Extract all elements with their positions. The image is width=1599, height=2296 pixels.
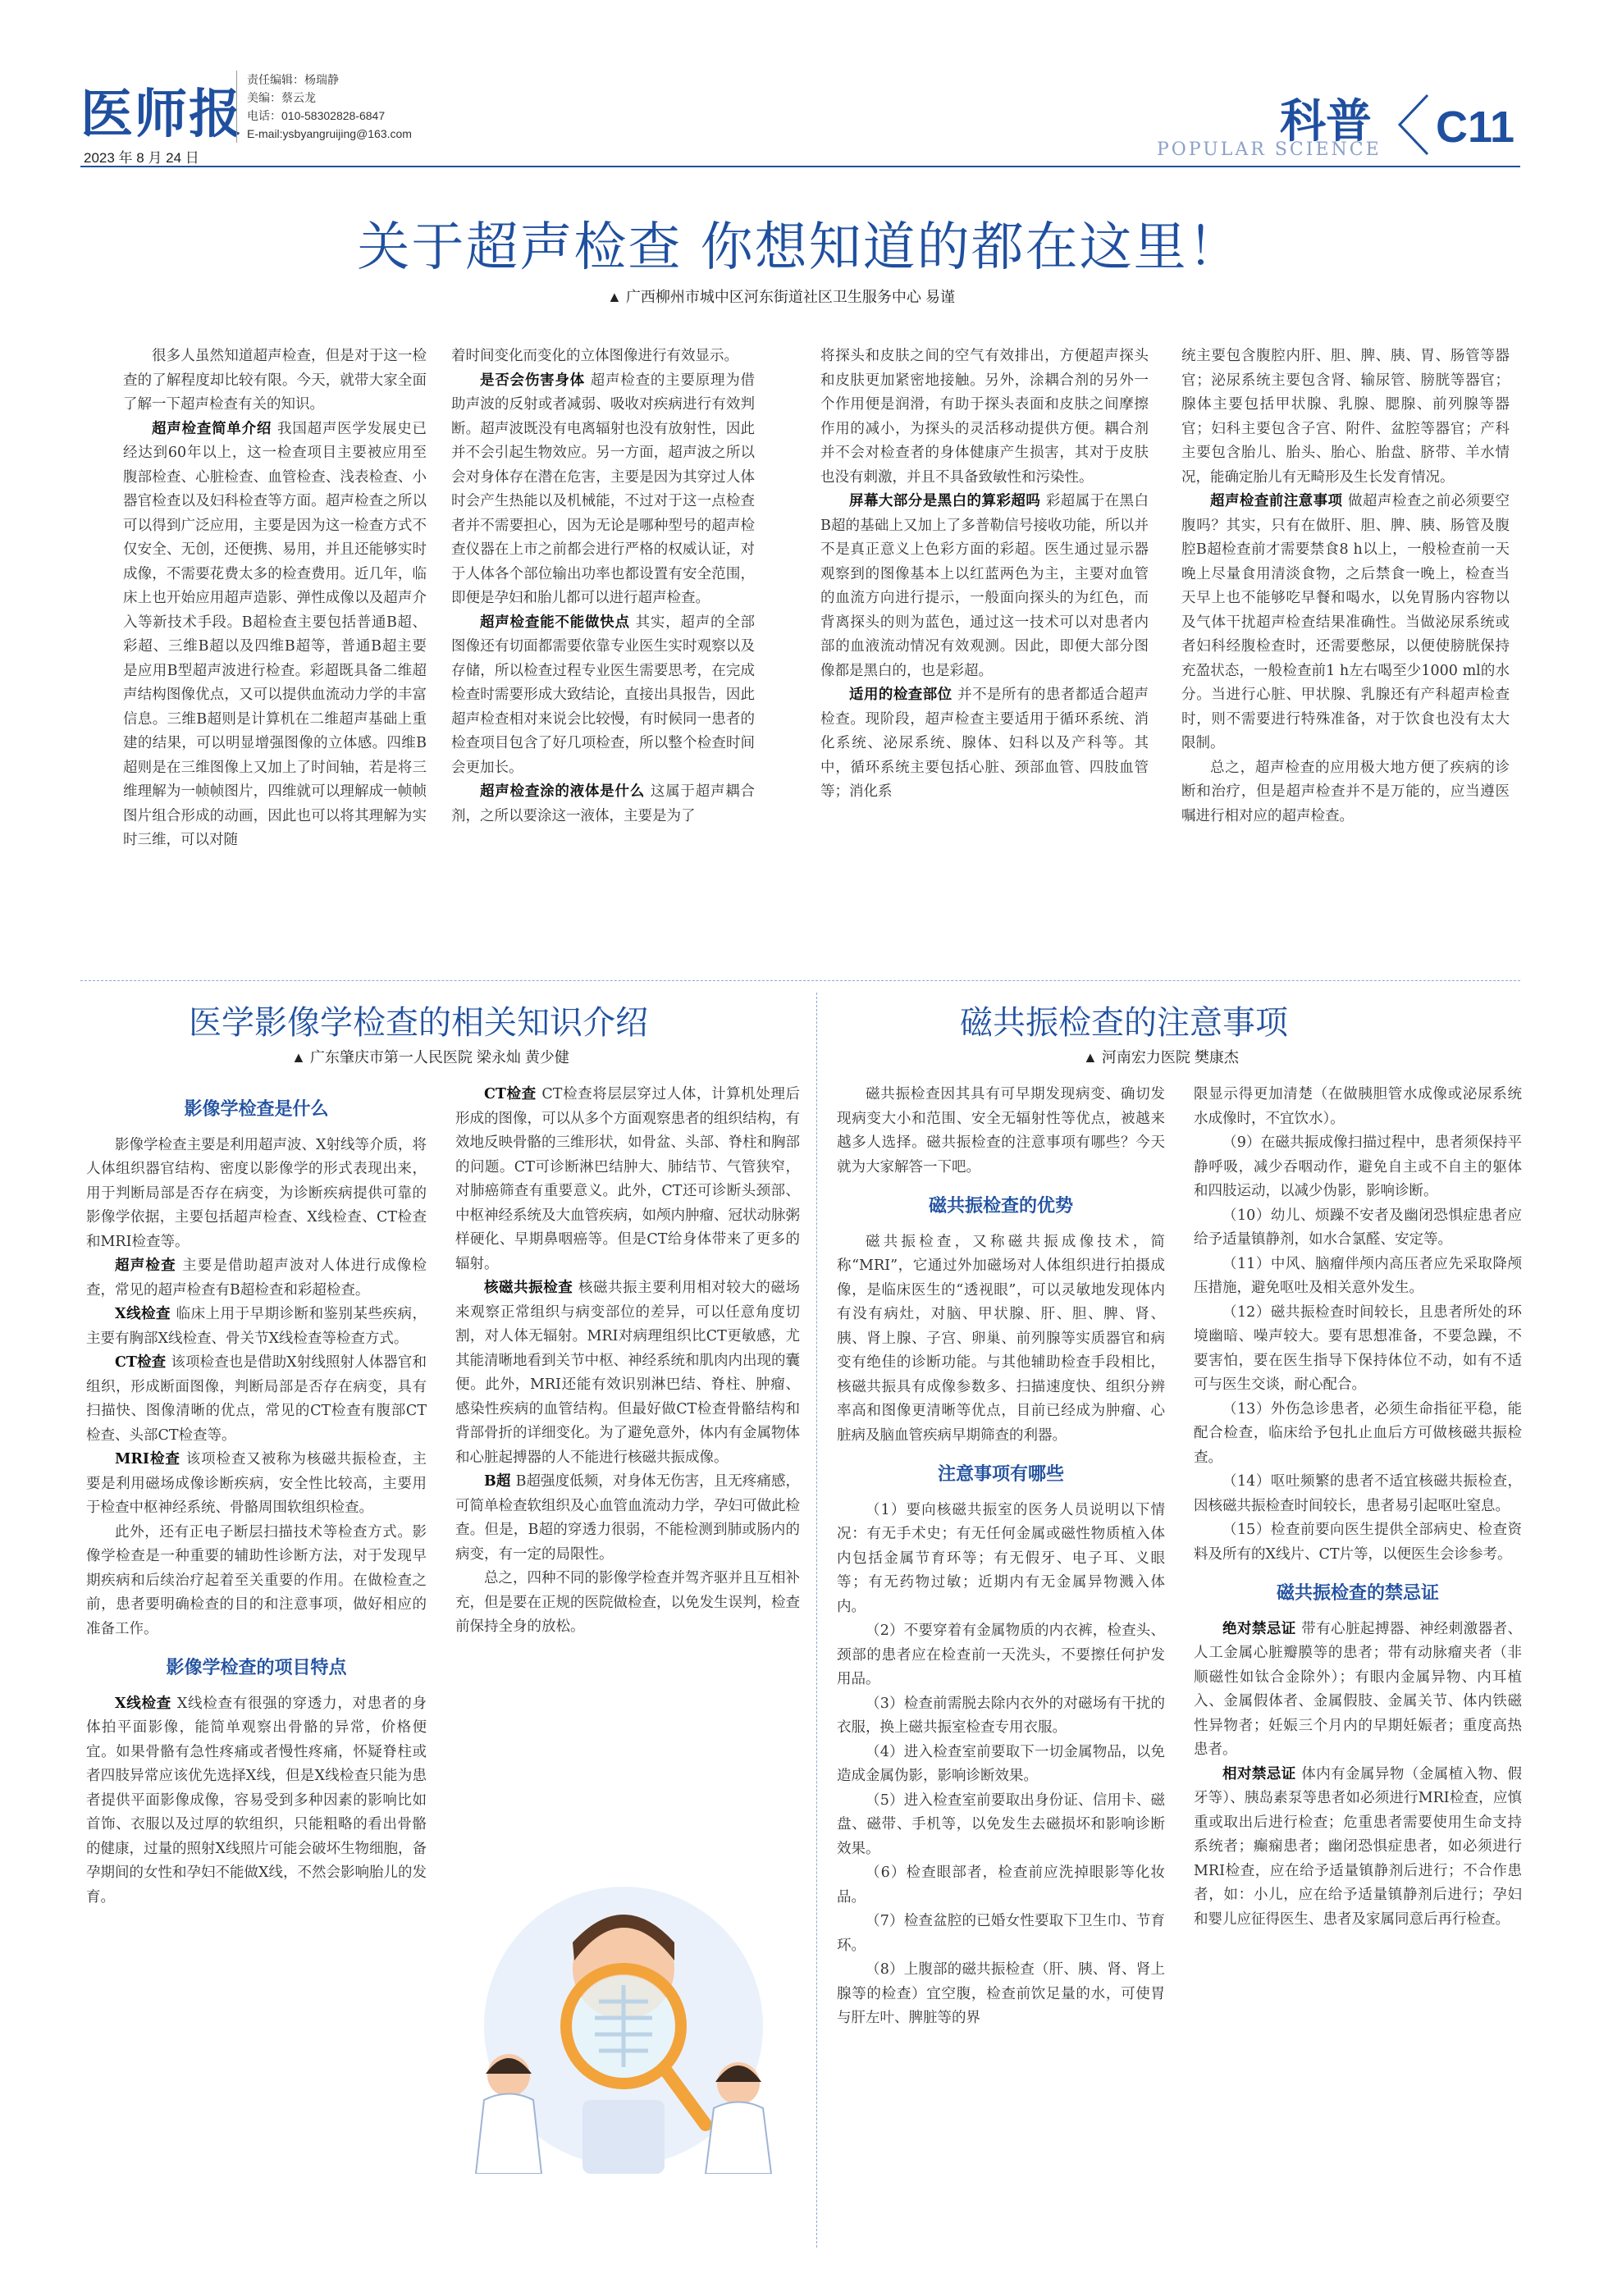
inline-heading: X线检查 [115, 1306, 176, 1322]
paragraph [820, 490, 1149, 683]
paragraph-text: 临床上用于早期诊断和鉴别某些疾病，主要有胸部X线检查、骨关节X线检查等检查方式。 [86, 1306, 427, 1347]
paragraph-text: （2）不要穿着有金属物质的内衣裤，检查头、颈部的患者应在检查前一天洗头，不要擦任何护发用品。 [837, 1623, 1165, 1687]
paragraph [837, 1741, 1165, 1789]
inline-heading: 超声检查前注意事项 [1210, 493, 1349, 509]
issue-date: 2023 年 8 月 24 日 [84, 150, 199, 166]
paragraph-text: 很多人虽然知道超声检查，但是对于这一检查的了解程度却比较有限。今天，就带大家全面了解一下超声检查有关的知识。 [123, 348, 427, 413]
paragraph-text: 主要是借助超声波对人体进行成像检查，常见的超声检查有B超检查和彩超检查。 [86, 1258, 427, 1299]
header-rule [80, 166, 1520, 167]
paragraph [451, 611, 755, 781]
paragraph-text: 限显示得更加清楚（在做胰胆管水成像或泌尿系统水成像时，不宜饮水）。 [1194, 1086, 1522, 1127]
paragraph [86, 1351, 427, 1448]
article1-title: 关于超声检查 你想知道的都在这里！ [357, 217, 1242, 278]
section-name-en: POPULAR SCIENCE [1157, 139, 1382, 160]
inline-heading: 相对禁忌证 [1222, 1765, 1302, 1782]
paragraph-text: 该项检查又被称为核磁共振检查，主要是利用磁场成像诊断疾病，安全性比较高，主要用于检查中枢神经系统、骨骼周围软组织检查。 [86, 1451, 427, 1516]
inline-heading: 适用的检查部位 [849, 687, 958, 703]
paragraph [455, 1083, 800, 1276]
article1-byline: ▲ 广西柳州市城中区河东街道社区卫生服务中心 易谨 [607, 289, 955, 305]
inline-heading: 是否会伤害身体 [480, 372, 591, 389]
paragraph-text: （10）幼儿、烦躁不安者及幽闭恐惧症患者应给予适量镇静剂，如水合氯醛、安定等。 [1194, 1207, 1522, 1248]
article2-column-1 [86, 1083, 427, 1910]
page-number: C11 [1436, 103, 1515, 152]
article2-byline: ▲ 广东肇庆市第一人民医院 梁永灿 黄少健 [291, 1049, 569, 1066]
article1-column-4 [1181, 345, 1510, 828]
inline-heading: MRI检查 [115, 1451, 186, 1468]
inline-heading: 核磁共振检查 [484, 1280, 578, 1296]
paragraph-text: 此外，还有正电子断层扫描技术等检查方式。影像学检查是一种重要的辅助性诊断方法，对于发现早期疾病和后续治疗起着至关重要的作用。在做检查之前，患者要明确检查的目的和注意事项，做好相应的准备工作。 [86, 1523, 427, 1637]
paragraph-text: X线检查有很强的穿透力，对患者的身体拍平面影像，能简单观察出骨骼的异常，价格便宜。如果骨骼有急性疼痛或者慢性疼痛，怀疑脊柱或者四肢异常应该优先选择X线，但是X线检查只能为患者提供平面影像成像，容易受到多种因素的影响比如首饰、衣服以及过厚的软组织，只能粗略的看出骨骼的健康，过量的照射X线照片可能会破坏生物细胞，备孕期间的女性和孕妇不能做X线，不然会影响胎儿的发育。 [86, 1695, 427, 1906]
paragraph-text: 该项检查也是借助X射线照射人体器官和组织，形成断面图像，判断局部是否存在病变，具有扫描快、图像清晰的优点，常见的CT检查有腹部CT检查、头部CT检查等。 [86, 1354, 427, 1444]
article2-title: 医学影像学检查的相关知识介绍 [189, 1004, 648, 1042]
paragraph [837, 1619, 1165, 1692]
paragraph [1194, 1518, 1522, 1567]
paragraph-text: 并不是所有的患者都适合超声检查。现阶段，超声检查主要适用于循环系统、消化系统、泌尿系统、腺体、妇科以及产科等。其中，循环系统主要包括心脏、颈部血管、四肢血管等；消化系 [820, 687, 1149, 800]
paragraph-text: 磁共振检查因其具有可早期发现病变、确切发现病变大小和范围、安全无辐射性等优点，被越来越多人选择。磁共振检查的注意事项有哪些？今天就为大家解答一下吧。 [837, 1086, 1165, 1175]
subsection-heading: 磁共振检查的优势 [928, 1196, 1073, 1216]
paragraph-text: （6）检查眼部者，检查前应洗掉眼影等化妆品。 [837, 1865, 1165, 1906]
paragraph-text: 带有心脏起搏器、神经刺激器者、人工金属心脏瓣膜等的患者；带有动脉瘤夹者（非顺磁性如钛合金除外）；有眼内金属异物、内耳植入、金属假体者、金属假肢、金属关节、体内铁磁性异物者；妊娠三个月内的早期妊娠者；重度高热患者。 [1194, 1620, 1522, 1758]
paragraph-text: （13）外伤急诊患者，必须生命指征平稳，能配合检查，临床给予包扎止血后方可做核磁共振检查。 [1194, 1400, 1522, 1466]
paragraph-text: CT检查将层层穿过人体，计算机处理后形成的图像，可以从多个方面观察患者的组织结构，有效地反映骨骼的三维形状，如骨盆、头部、脊柱和胸部的问题。CT可诊断淋巴结肿大、肺结节、气管狭窄，对肺癌筛查有重要意义。此外，CT还可诊断头颈部、中枢神经系统及大血管疾病，如颅内肿瘤、冠状动脉粥样硬化、早期鼻咽癌等。但是CT给身体带来了更多的辐射。 [455, 1086, 800, 1272]
paragraph [451, 369, 755, 611]
paragraph [451, 780, 755, 828]
doctor-magnifier-illustration [459, 1878, 788, 2174]
paragraph [1194, 1253, 1522, 1301]
design-line: 美编：蔡云龙 [247, 91, 316, 104]
paragraph-text: 影像学检查主要是利用超声波、X射线等介质，将人体组织器官结构、密度以影像学的形式表现出来，用于判断局部是否存在病变，为诊断疾病提供可靠的影像学依据，主要包括超声检查、X线检查、CT检查和MRI检查等。 [86, 1136, 427, 1250]
paragraph-text: 核磁共振主要利用相对较大的磁场来观察正常组织与病变部位的差异，可以任意角度切割，对人体无辐射。MRI对病理组织比CT更敏感，尤其能清晰地看到关节中枢、神经系统和肌肉内出现的囊便。此外，MRI还能有效识别淋巴结、脊柱、肿瘤、感染性疾病的血管结构。但最好做CT检查骨骼结构和背部骨折的详细变化。为了避免意外，体内有金属物体和心脏起搏器的人不能进行核磁共振成像。 [455, 1280, 801, 1466]
paragraph-text: 这属于超声耦合剂，之所以要涂这一液体，主要是为了 [451, 783, 756, 824]
paragraph-text: （12）磁共振检查时间较长，且患者所处的环境幽暗、噪声较大。要有思想准备，不要急躁，不要害怕，要在医生指导下保持体位不动，如有不适可与医生交谈，耐心配合。 [1194, 1303, 1522, 1393]
article3-column-1 [837, 1083, 1165, 2031]
paragraph [837, 1083, 1165, 1180]
paragraph [1194, 1083, 1522, 1131]
paragraph-text: 总之，超声检查的应用极大地方便了疾病的诊断和治疗，但是超声检查并不是万能的，应当遵医嘱进行相对应的超声检查。 [1181, 759, 1510, 824]
inline-heading: 超声检查涂的液体是什么 [480, 783, 651, 800]
editorial-info [236, 71, 412, 143]
paragraph-text: 将探头和皮肤之间的空气有效排出，方便超声探头和皮肤更加紧密地接触。另外，涂耦合剂的另外一个作用便是润滑，有助于探头表面和皮肤之间摩擦作用的减小，为探头的灵活移动提供方便。耦合剂并不会对检查者的身体健康产生损害，其对于皮肤也没有刺激，并且不具备致敏性和污染性。 [820, 348, 1149, 486]
paragraph [451, 345, 755, 369]
article3-column-2 [1194, 1083, 1522, 1932]
paragraph-text: （3）检查前需脱去除内衣外的对磁场有干扰的衣服，换上磁共振室检查专用衣服。 [837, 1695, 1165, 1736]
inline-heading: 超声检查 [115, 1258, 183, 1274]
inline-heading: CT检查 [115, 1354, 171, 1371]
paragraph [1194, 1398, 1522, 1471]
paragraph-text: （9）在磁共振成像扫描过程中，患者须保持平静呼吸，减少吞咽动作，避免自主或不自主的躯体和四肢运动，以减少伪影，影响诊断。 [1194, 1134, 1522, 1199]
paragraph-text: （1）要向核磁共振室的医务人员说明以下情况：有无手术史；有无任何金属或磁性物质植入体内包括金属节育环等；有无假牙、电子耳、义眼等；有无药物过敏；近期内有无金属异物溅入体内。 [837, 1501, 1165, 1615]
subsection-heading: 注意事项有哪些 [937, 1464, 1064, 1485]
article3-title: 磁共振检查的注意事项 [960, 1004, 1288, 1042]
article1-column-2 [451, 345, 755, 828]
paragraph-text: 着时间变化而变化的立体图像进行有效显示。 [451, 348, 738, 364]
chevron-left-icon [1395, 92, 1432, 157]
paragraph [1181, 345, 1510, 490]
paragraph [837, 1789, 1165, 1862]
paragraph-text: 彩超属于在黑白B超的基础上又加上了多普勒信号接收功能，所以并不是真正意义上色彩方面的彩超。医生通过显示器观察到的图像基本上以红蓝两色为主，主要对血管的血流方向进行提示，一般面向探头的为红色，而背离探头的则为蓝色，通过这一技术可以对患者内部的血液流动情况有效观测。因此，即便大部分图像都是黑白的，也是彩超。 [820, 493, 1149, 679]
paragraph [86, 1692, 427, 1910]
paragraph-text: 总之，四种不同的影像学检查并驾齐驱并且互相补充，但是要在正规的医院做检查，以免发生误判，检查前保持全身的放松。 [455, 1570, 800, 1635]
subsection-heading: 磁共振检查的禁忌证 [1276, 1583, 1439, 1604]
paragraph [837, 1958, 1165, 2031]
paragraph [455, 1276, 800, 1470]
paragraph-text: 做超声检查之前必须要空腹吗？其实，只有在做肝、胆、脾、胰、肠管及腹腔B超检查前才需要禁食8 h以上，一般检查前一天晚上尽量食用清淡食物，之后禁食一晚上，检查当天早上也不能够吃早餐和喝水，以免胃肠内容物以及气体干扰超声检查结果准确性。当做泌尿系统或者妇科经腹检查时，还需要憋尿，以便使膀胱保持充盈状态，一般检查前1 h左右喝至少1000 ml的水分。当进行心脏、甲状腺、乳腺还有产科超声检查时，则不需要进行特殊准备，对于饮食也没有太大限制。 [1181, 493, 1510, 751]
paragraph [1194, 1618, 1522, 1763]
inline-heading: 超声检查简单介绍 [152, 420, 278, 437]
inline-heading: X线检查 [115, 1695, 177, 1712]
paragraph-text: （15）检查前要向医生提供全部病史、检查资料及所有的X线片、CT片等，以便医生会诊参考。 [1194, 1522, 1522, 1563]
email-line: E-mail:ysbyangruijing@163.com [247, 127, 412, 140]
paragraph [123, 345, 427, 418]
article3-byline: ▲ 河南宏力医院 樊康杰 [1083, 1049, 1239, 1066]
paragraph-text: （11）中风、脑瘤伴颅内高压者应先采取降颅压措施，避免呕吐及相关意外发生。 [1194, 1255, 1522, 1296]
paragraph-text: （4）进入检查室前要取下一切金属物品，以免造成金属伪影，影响诊断效果。 [837, 1743, 1165, 1784]
section-divider [80, 980, 1520, 981]
paragraph-text: 我国超声医学发展史已经达到60年以上，这一检查项目主要被应用至腹部检查、心脏检查、血管检查、浅表检查、小器官检查以及妇科检查等方面。超声检查之所以可以得到广泛应用，主要是因为这一检查方式不仅安全、无创，还便携、易用，并且还能够实时成像，不需要花费太多的检查费用。近几年，临床上也开始应用超声造影、弹性成像以及超声介入等新技术手段。B超检查主要包括普通B超、彩超、三维B超以及四维B超等，普通B超主要是应用B型超声波进行检查。彩超既具备二维超声结构图像优点，又可以提供血流动力学的丰富信息。三维B超则是计算机在二维超声基础上重建的结果，可以明显增强图像的立体感。四维B超则是在三维图像上又加上了时间轴，若是将三维理解为一帧帧图片，四维就可以理解成一帧帧图片组合形成的动画，因此也可以将其理解为实时三维，可以对随 [123, 420, 427, 848]
inline-heading: 屏幕大部分是黑白的算彩超吗 [849, 493, 1046, 509]
paragraph [820, 345, 1149, 490]
paragraph-text: 磁共振检查，又称磁共振成像技术，简称“MRI”，它通过外加磁场对人体组织进行拍摄成像，是临床医生的“透视眼”，可以灵敏地发现体内有没有病灶，对脑、甲状腺、肝、胆、脾、肾、胰、肾上腺、子宫、卵巢、前列腺等实质器官和病变有绝佳的诊断功能。与其他辅助检查手段相比，核磁共振具有成像参数多、扫描速度快、组织分辨率高和图像更清晰等优点，目前已经成为肿瘤、心脏病及脑血管疾病早期筛查的利器。 [837, 1233, 1165, 1444]
paragraph-text: （5）进入检查室前要取出身份证、信用卡、磁盘、磁带、手机等，以免发生去磁损坏和影响诊断效果。 [837, 1792, 1165, 1857]
paragraph [837, 1692, 1165, 1741]
paragraph [123, 418, 427, 853]
inline-heading: CT检查 [484, 1086, 542, 1102]
inline-heading: B超 [484, 1473, 516, 1490]
article1-column-3 [820, 345, 1149, 805]
article2-column-2 [455, 1083, 800, 1640]
paragraph [1194, 1204, 1522, 1253]
paragraph [455, 1470, 800, 1567]
paragraph [1194, 1131, 1522, 1204]
paragraph [1181, 490, 1510, 756]
inline-heading: 超声检查能不能做快点 [480, 614, 636, 631]
paragraph [86, 1254, 427, 1303]
editor-line: 责任编辑：杨瑞静 [247, 73, 339, 86]
section-name: 科普 [1280, 95, 1372, 148]
paragraph [1181, 756, 1510, 829]
paragraph [86, 1521, 427, 1642]
paragraph-text: （7）检查盆腔的已婚女性要取下卫生巾、节育环。 [837, 1913, 1165, 1954]
paragraph-text: 其实，超声的全部图像还有切面都需要依靠专业医生实时观察以及存储，所以检查过程专业医生需要思考，在完成检查时需要形成大致结论，直接出具报告，因此超声检查相对来说会比较慢，有时候同一患者的检查项目包含了好几项检查，所以整个检查时间会更加长。 [451, 614, 756, 776]
paragraph-text: （8）上腹部的磁共振检查（肝、胰、肾、肾上腺等的检查）宜空腹，检查前饮足量的水，可使胃与肝左叶、脾脏等的界 [837, 1961, 1165, 2026]
inline-heading: 绝对禁忌证 [1222, 1620, 1302, 1637]
paragraph-text: B超强度低频，对身体无伤害，且无疼痛感，可简单检查软组织及心血管血流动力学，孕妇可做此检查。但是，B超的穿透力很弱，不能检测到肺或肠内的病变，有一定的局限性。 [455, 1473, 801, 1563]
subsection-heading: 影像学检查是什么 [184, 1099, 329, 1120]
paragraph [1194, 1301, 1522, 1398]
paragraph [820, 683, 1149, 805]
paragraph [86, 1134, 427, 1255]
paragraph-text: 超声检查的主要原理为借助声波的反射或者减弱、吸收对疾病进行有效判断。超声波既没有电离辐射也没有放射性，因此并不会引起生物效应。另一方面，超声波之所以会对身体存在潜在危害，主要是因为其穿过人体时会产生热能以及机械能，不过对于这一点检查者并不需要担心，因为无论是哪种型号的超声检查仪器在上市之前都会进行严格的权威认证，对于人体各个部位输出功率也都设置有安全范围，即便是孕妇和胎儿都可以进行超声检查。 [451, 372, 756, 606]
paragraph [837, 1499, 1165, 1620]
paragraph-text: （14）呕吐频繁的患者不适宜核磁共振检查，因核磁共振检查时间较长，患者易引起呕吐窒息。 [1194, 1473, 1522, 1514]
paragraph [86, 1303, 427, 1351]
paragraph [837, 1230, 1165, 1449]
column-divider [816, 993, 817, 2248]
article1-column-1 [123, 345, 427, 853]
paragraph [837, 1910, 1165, 1958]
paragraph [1194, 1763, 1522, 1933]
paragraph [86, 1448, 427, 1521]
paragraph-text: 统主要包含腹腔内肝、胆、脾、胰、胃、肠管等器官；泌尿系统主要包含肾、输尿管、膀胱等器官；腺体主要包括甲状腺、乳腺、腮腺、前列腺等器官；妇科主要包含子宫、附件、盆腔等器官；产科主要包含胎儿、胎头、胎心、胎盘、脐带、羊水情况，能确定胎儿有无畸形及生长发育情况。 [1181, 348, 1510, 486]
subsection-heading: 影像学检查的项目特点 [166, 1658, 347, 1678]
phone-line: 电话：010-58302828-6847 [247, 109, 386, 122]
paragraph-text: 体内有金属异物（金属植入物、假牙等）、胰岛素泵等患者如必须进行MRI检查，应慎重或取出后进行检查；危重患者需要使用生命支持系统者；癫痫患者；幽闭恐惧症患者，如必须进行MRI检查，应在给予适量镇静剂后进行；不合作患者，如：小儿，应在给予适量镇静剂后进行；孕妇和婴儿应征得医生、患者及家属同意后再行检查。 [1194, 1765, 1522, 1928]
paragraph [837, 1861, 1165, 1910]
paragraph [1194, 1470, 1522, 1518]
newspaper-logo: 医师报 [80, 84, 243, 145]
paragraph [455, 1567, 800, 1640]
